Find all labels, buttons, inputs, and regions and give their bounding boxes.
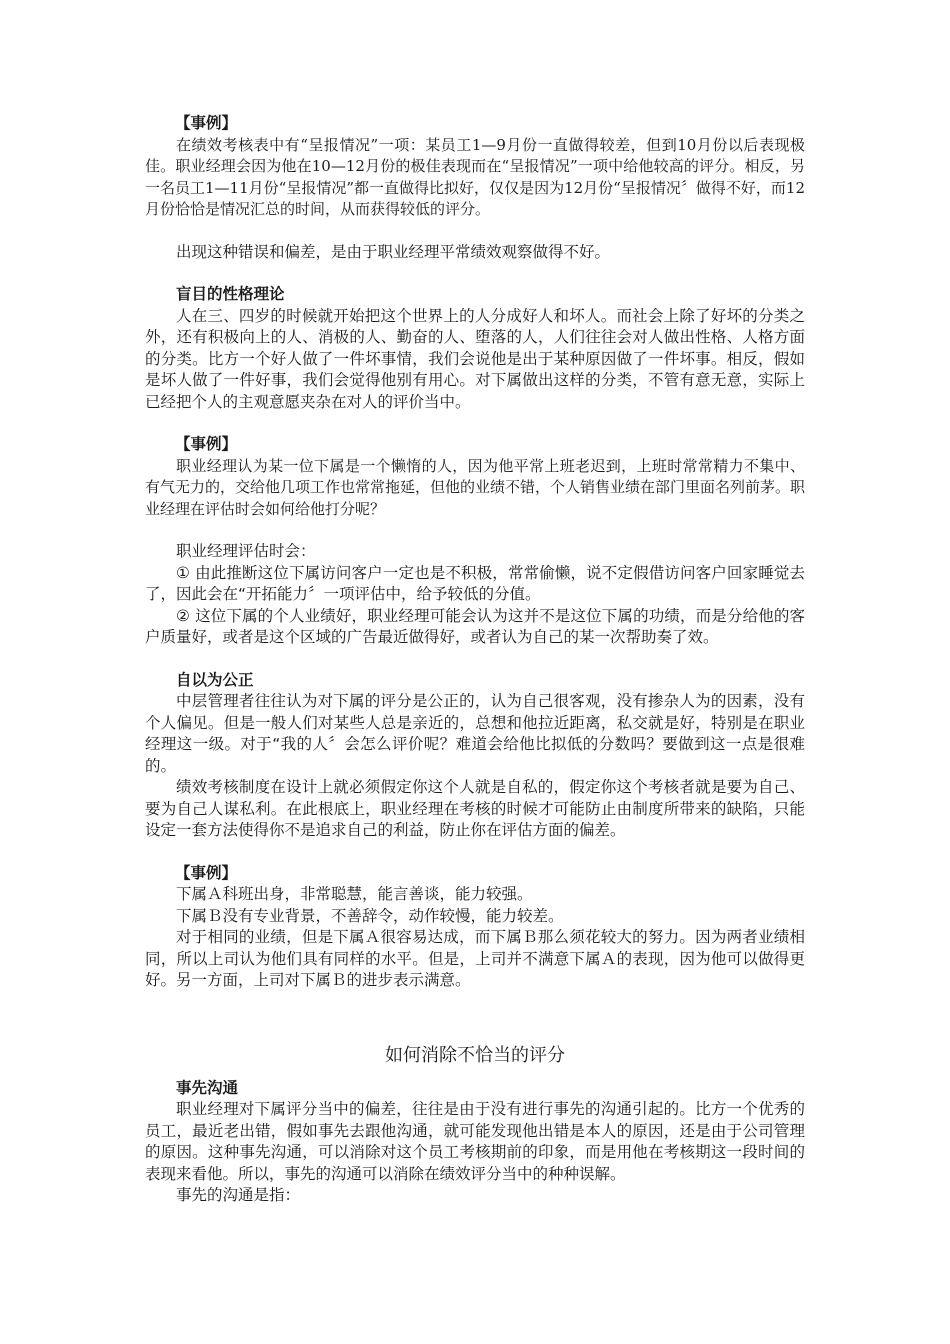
case-label: 【事例】 bbox=[175, 435, 238, 453]
paragraph: 人在三、四岁的时候就开始把这个世界上的人分成好人和坏人。而社会上除了好坏的分类之外，还有积极向上的人、消极的人、勤奋的人、堕落的人，人们往往会对人做出性格、人格方面的分类。比方一个好人做了一件坏事情，我们会说他是出于某种原因做了一件坏事。相反，假如是坏人做了一件好事，我们会觉得他别有用心。对下属做出这样的分类，不管有意无意，实际上已经把个人的主观意愿夹杂在对人的评价当中。 bbox=[145, 306, 805, 411]
section-heading-personality: 盲目的性格理论 bbox=[176, 285, 285, 303]
page-content bbox=[145, 113, 805, 1207]
paragraph: 出现这种错误和偏差，是由于职业经理平常绩效观察做得不好。 bbox=[176, 242, 611, 261]
case-label: 【事例】 bbox=[175, 114, 238, 132]
list-item: ② 这位下属的个人业绩好，职业经理可能会认为这并不是这位下属的功绩，而是分给他的客户质量好，或者是这个区域的广告最近做得好，或者认为自己的某一次帮助奏了效。 bbox=[145, 606, 805, 646]
paragraph: 对于相同的业绩，但是下属Ａ很容易达成，而下属Ｂ那么须花较大的努力。因为两者业绩相同，所以上司认为他们具有同样的水平。但是，上司并不满意下属Ａ的表现，因为他可以做得更好。另一方面，上司对下属Ｂ的进步表示满意。 bbox=[145, 928, 805, 989]
case-paragraph: 职业经理认为某一位下属是一个懒惰的人，因为他平常上班老迟到，上班时常常精力不集中、有气无力的，交给他几项工作也常常拖延，但他的业绩不错，个人销售业绩在部门里面名列前茅。职业经理在评估时会如何给他打分呢？ bbox=[145, 456, 806, 518]
paragraph: 职业经理对下属评分当中的偏差，往往是由于没有进行事先的沟通引起的。比方一个优秀的员工，最近老出错，假如事先去跟他沟通，就可能发现他出错是本人的原因，还是由于公司管理的原因。这种事先沟通，可以消除对这个员工考核期前的印象，而是用他在考核期这一段时间的表现来看他。所以，事先的沟通可以消除在绩效评分当中的种种误解。 bbox=[145, 1100, 805, 1183]
section-title: 如何消除不恰当的评分 bbox=[385, 1044, 565, 1066]
list-item: ① 由此推断这位下属访问客户一定也是不积极，常常偷懒，说不定假借访问客户回家睡觉去了，因此会在“开拓能力〞一项评估中，给予较低的分值。 bbox=[145, 563, 805, 603]
paragraph: 事先的沟通是指： bbox=[176, 1186, 301, 1204]
paragraph: 下属Ａ科班出身，非常聪慧，能言善谈，能力较强。 bbox=[176, 885, 533, 903]
paragraph: 绩效考核制度在设计上就必须假定你这个人就是自私的，假定你这个考核者就是要为自己、要为自己人谋私利。在此根底上，职业经理在考核的时候才可能防止由制度所带来的缺陷，只能设定一套方法使得你不是追求自己的利益，防止你在评估方面的偏差。 bbox=[145, 778, 805, 839]
paragraph: 职业经理评估时会： bbox=[176, 542, 316, 560]
case-label: 【事例】 bbox=[175, 863, 238, 882]
paragraph: 下属Ｂ没有专业背景，不善辞令，动作较慢，能力较差。 bbox=[176, 906, 564, 925]
section-heading-fair: 自以为公正 bbox=[176, 670, 254, 689]
case-paragraph: 在绩效考核表中有“呈报情况”一项：某员工1—9月份一直做得较差，但到10月份以后表现极佳。职业经理会因为他在10—12月份的极佳表现而在“呈报情况”一项中给他较高的评分。相反，另一名员工1—11月份“呈报情况”都一直做得比拟好，仅仅是因为12月份“呈报情况〞做得不好，而12月份恰恰是情况汇总的时间，从而获得较低的评分。 bbox=[145, 135, 805, 218]
paragraph: 中层管理者往往认为对下属的评分是公正的，认为自己很客观，没有掺杂人为的因素，没有个人偏见。但是一般人们对某些人总是亲近的，总想和他拉近距离，私交就是好，特别是在职业经理这一级。对于“我的人〞会怎么评价呢？难道会给他比拟低的分数吗？要做到这一点是很难的。 bbox=[145, 692, 805, 775]
section-heading-precomm: 事先沟通 bbox=[176, 1078, 239, 1097]
